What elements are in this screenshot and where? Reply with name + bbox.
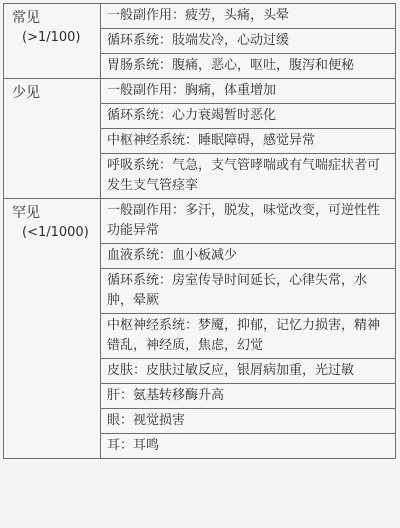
effect-cell: 呼吸系统：气急，支气管哮喘或有气喘症状者可发生支气管痉挛 [101,154,396,199]
table-row [4,79,396,104]
frequency-cell-uncommon [4,79,101,199]
effect-cell: 中枢神经系统：睡眠障碍，感觉异常 [101,129,396,154]
effect-cell: 皮肤：皮肤过敏反应，银屑病加重，光过敏 [101,359,396,384]
frequency-cell-common [4,4,101,79]
frequency-cell-rare [4,199,101,459]
effect-cell: 循环系统：房室传导时间延长，心律失常，水肿，晕厥 [101,269,396,314]
effect-cell: 一般副作用：疲劳，头痛，头晕 [101,4,396,29]
effect-cell: 眼：视觉损害 [101,409,396,434]
frequency-label: 罕见 [12,205,40,221]
effect-cell: 一般副作用：胸痛，体重增加 [101,79,396,104]
table-row [4,4,396,29]
adverse-reactions-table [3,3,396,459]
effect-cell: 循环系统：肢端发冷，心动过缓 [101,29,396,54]
effect-cell: 中枢神经系统：梦魇，抑郁，记忆力损害，精神错乱，神经质，焦虑，幻觉 [101,314,396,359]
frequency-rate: (>1/100) [22,30,81,45]
effect-cell: 肝：氨基转移酶升高 [101,384,396,409]
effect-cell: 胃肠系统：腹痛，恶心，呕吐，腹泻和便秘 [101,54,396,79]
effect-cell: 一般副作用：多汗，脱发，味觉改变，可逆性性功能异常 [101,199,396,244]
effect-cell: 血液系统：血小板减少 [101,244,396,269]
effect-cell: 耳：耳鸣 [101,434,396,459]
frequency-rate: (<1/1000) [22,225,89,240]
table-row [4,199,396,244]
frequency-label: 常见 [12,10,40,26]
frequency-label: 少见 [12,85,40,101]
effect-cell: 循环系统：心力衰竭暂时恶化 [101,104,396,129]
